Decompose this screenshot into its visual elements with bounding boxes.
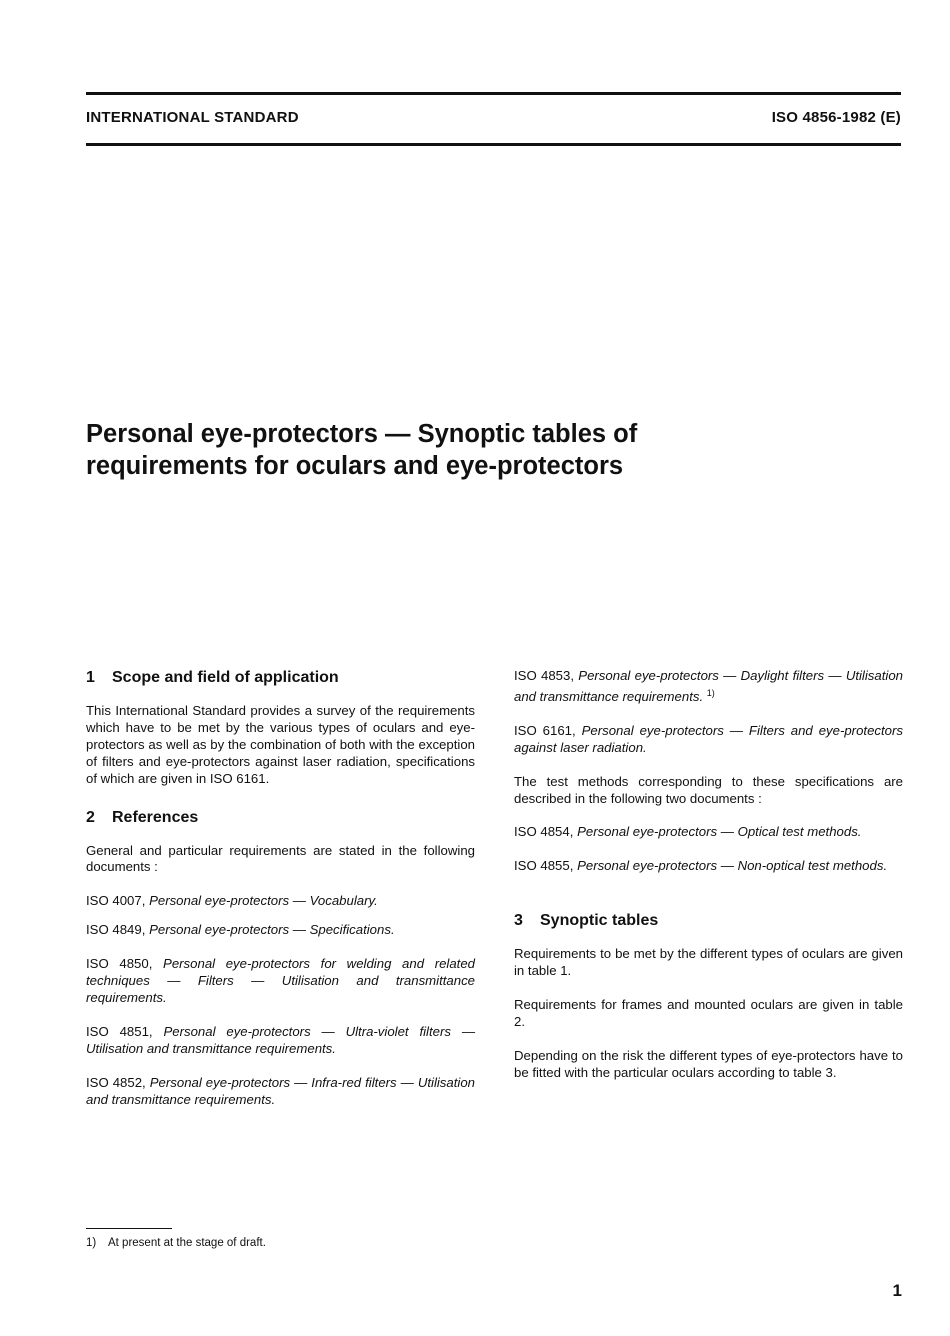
test-method-code: ISO 4854,: [514, 824, 574, 840]
references-intro: General and particular requirements are stated in the following documents :: [86, 842, 475, 875]
synoptic-paragraph: Requirements to be met by the different types of oculars are given in table 1.: [514, 946, 903, 979]
header-top-rule: [86, 92, 901, 95]
reference-item: [86, 956, 475, 1007]
reference-title: Personal eye-protectors — Vocabulary.: [149, 893, 378, 909]
section-1-number: 1: [86, 669, 95, 686]
document-title: [86, 418, 886, 482]
reference-title: Personal eye-protectors — Daylight filters — Utilisation and transmittance requirements.: [514, 668, 903, 704]
section-2-number: 2: [86, 808, 95, 826]
reference-item: [514, 723, 903, 757]
reference-title: Personal eye-protectors — Ultra-violet filters — Utilisation and transmittance requirements.: [86, 1023, 476, 1056]
section-3-heading: [514, 911, 903, 931]
test-method-title: Personal eye-protectors — Non-optical test methods.: [577, 858, 888, 874]
test-method-title: Personal eye-protectors — Optical test methods.: [577, 824, 862, 840]
synoptic-paragraph: Requirements for frames and mounted oculars are given in table 2.: [514, 997, 903, 1029]
scope-paragraph: This International Standard provides a survey of the requirements which have to be met by the various types of oculars and eye-protectors as well as by the combination of both with the exception of filters and eye-protectors against laser radiation, specifications of which are given in ISO 6161.: [86, 703, 475, 786]
reference-title: Personal eye-protectors — Specifications.: [149, 922, 395, 938]
title-line-2: requirements for oculars and eye-protectors: [86, 452, 624, 480]
section-3-title: Synoptic tables: [540, 912, 659, 930]
section-3-number: 3: [514, 912, 523, 930]
reference-item: [86, 1024, 475, 1058]
document-type-label: INTERNATIONAL STANDARD: [86, 109, 299, 126]
reference-code: ISO 4850,: [86, 956, 153, 972]
right-column: [514, 668, 903, 1099]
section-1-title: Scope and field of application: [112, 669, 339, 686]
footnote-number: 1): [86, 1237, 97, 1249]
page-number: 1: [892, 1281, 902, 1300]
footnote: [86, 1237, 266, 1249]
title-line-1: Personal eye-protectors — Synoptic tables of: [86, 420, 638, 448]
reference-item: [86, 1075, 475, 1109]
footnote-marker: 1): [706, 687, 715, 698]
section-2-heading: [86, 808, 475, 828]
section-1-heading: [86, 668, 475, 688]
test-methods-intro: The test methods corresponding to these specifications are described in the following two documents :: [514, 773, 903, 806]
footnote-text: At present at the stage of draft.: [108, 1237, 266, 1249]
reference-title: Personal eye-protectors for welding and related techniques — Filters — Utilisation and transmittance requirements.: [86, 956, 476, 1005]
test-method-item: [514, 824, 903, 841]
reference-code: ISO 4849,: [86, 922, 146, 938]
reference-code: ISO 4853,: [514, 668, 574, 683]
reference-title: Personal eye-protectors — Infra-red filters — Utilisation and transmittance requirements.: [86, 1074, 475, 1107]
section-2-title: References: [112, 808, 199, 826]
reference-title: Personal eye-protectors — Filters and eye-protectors against laser radiation.: [514, 722, 903, 755]
reference-item: [514, 668, 903, 706]
footnote-rule: [86, 1228, 172, 1229]
reference-item: [86, 922, 475, 939]
test-method-item: [514, 858, 903, 875]
test-method-code: ISO 4855,: [514, 858, 574, 874]
standard-number: ISO 4856-1982 (E): [771, 109, 901, 126]
synoptic-paragraph: Depending on the risk the different types of eye-protectors have to be fitted with the particular oculars according to table 3.: [514, 1047, 903, 1080]
left-column: [86, 668, 475, 1126]
reference-item: [86, 893, 475, 910]
reference-code: ISO 4852,: [86, 1074, 146, 1090]
reference-code: ISO 4007,: [86, 893, 146, 909]
reference-code: ISO 4851,: [86, 1023, 153, 1039]
header-bottom-rule: [86, 143, 901, 146]
reference-code: ISO 6161,: [514, 722, 576, 738]
